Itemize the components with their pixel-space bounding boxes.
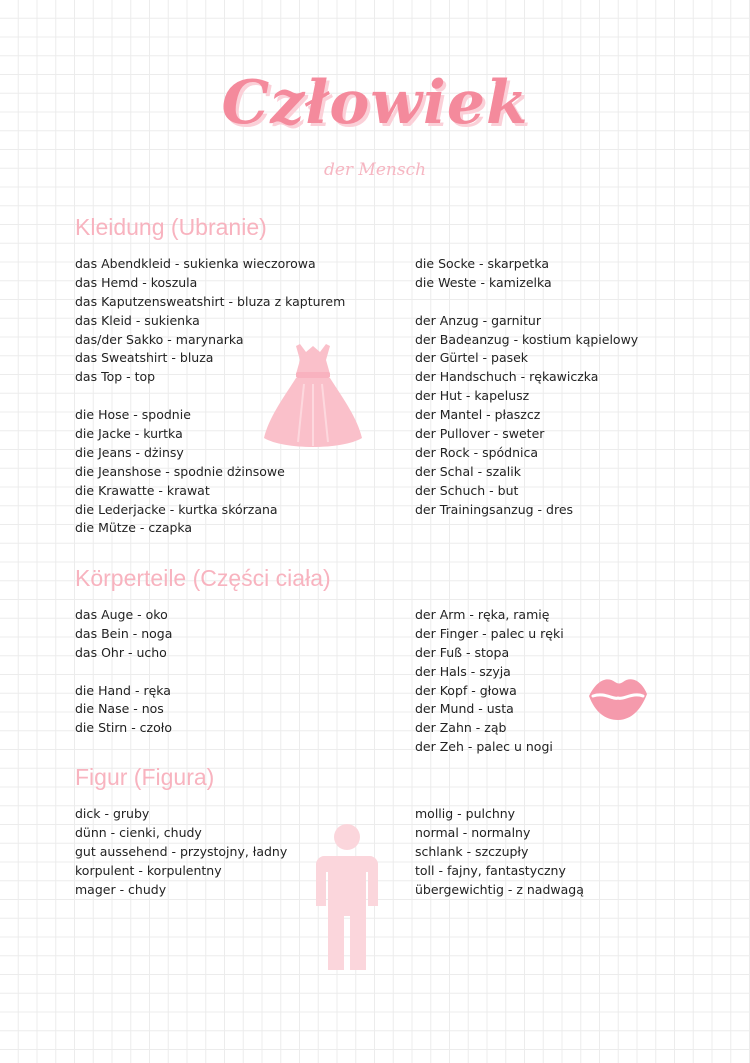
vocab-item: dick - gruby xyxy=(75,806,150,821)
vocab-item: das Kleid - sukienka xyxy=(75,312,200,328)
person-icon xyxy=(316,824,378,972)
vocab-item: der Zeh - palec u nogi xyxy=(415,739,553,755)
koerperteile-list-left xyxy=(75,606,172,738)
koerperteile-list-right xyxy=(415,606,564,757)
vocab-item: übergewichtig - z nadwagą xyxy=(415,881,584,897)
vocab-item: das Top - top xyxy=(75,369,156,385)
vocab-item: der Schuch - but xyxy=(415,482,519,498)
vocab-item: die Lederjacke - kurtka skórzana xyxy=(75,501,278,517)
vocab-item: das Hemd - koszula xyxy=(75,274,198,290)
section-title-koerperteile: Körperteile (Części ciała) xyxy=(75,565,331,591)
list-spacer xyxy=(415,293,638,312)
vocab-item: der Finger - palec u ręki xyxy=(415,625,564,641)
vocab-item: das Bein - noga xyxy=(75,625,173,641)
vocab-item: der Schal - szalik xyxy=(415,463,521,479)
page-subtitle: der Mensch xyxy=(323,160,427,180)
list-spacer xyxy=(75,663,172,682)
vocab-item: die Jeans - dżinsy xyxy=(75,444,184,460)
vocab-item: der Kopf - głowa xyxy=(415,682,517,698)
vocab-item: gut aussehend - przystojny, ładny xyxy=(75,843,288,859)
figur-list-right xyxy=(415,805,584,899)
vocab-item: das Sweatshirt - bluza xyxy=(75,350,214,366)
vocab-item: die Mütze - czapka xyxy=(75,520,193,536)
vocab-item: der Handschuch - rękawiczka xyxy=(415,369,599,385)
vocab-item: die Hose - spodnie xyxy=(75,407,191,423)
vocab-item: der Pullover - sweter xyxy=(415,426,545,442)
vocab-item: der Anzug - garnitur xyxy=(415,312,541,328)
vocab-item: der Badeanzug - kostium kąpielowy xyxy=(415,331,639,347)
kleidung-list-right xyxy=(415,255,638,519)
vocab-item: die Krawatte - krawat xyxy=(75,482,210,498)
vocab-item: die Jacke - kurtka xyxy=(75,426,183,442)
vocab-item: die Nase - nos xyxy=(75,701,164,717)
vocab-item: toll - fajny, fantastyczny xyxy=(415,862,566,878)
figur-list-left xyxy=(75,805,287,899)
vocab-item: der Trainingsanzug - dres xyxy=(415,501,574,517)
vocab-item: der Rock - spódnica xyxy=(415,444,539,460)
vocab-item: der Mund - usta xyxy=(415,701,514,717)
vocab-item: der Fuß - stopa xyxy=(415,644,510,660)
vocab-item: normal - normalny xyxy=(415,824,531,840)
vocab-item: mager - chudy xyxy=(75,881,167,897)
vocab-item: mollig - pulchny xyxy=(415,806,516,821)
list-spacer xyxy=(75,387,345,406)
vocab-item: der Mantel - płaszcz xyxy=(415,407,541,423)
section-title-figur: Figur (Figura) xyxy=(75,764,215,790)
vocab-item: die Hand - ręka xyxy=(75,682,171,698)
vocab-item: der Zahn - ząb xyxy=(415,720,507,736)
vocab-item: schlank - szczupły xyxy=(415,843,529,859)
vocab-item: die Socke - skarpetka xyxy=(415,256,550,271)
vocab-item: das Auge - oko xyxy=(75,607,168,622)
vocab-item: das Kaputzensweatshirt - bluza z kapturem xyxy=(75,293,346,309)
vocab-item: dünn - cienki, chudy xyxy=(75,824,202,840)
vocab-item: der Gürtel - pasek xyxy=(415,350,529,366)
section-title-kleidung: Kleidung (Ubranie) xyxy=(75,214,267,240)
vocab-item: die Jeanshose - spodnie dżinsowe xyxy=(75,463,285,479)
page-title: Człowiek xyxy=(221,68,529,138)
vocab-item: der Hals - szyja xyxy=(415,663,511,679)
vocab-item: korpulent - korpulentny xyxy=(75,862,222,878)
vocab-item: die Stirn - czoło xyxy=(75,720,172,736)
vocab-item: die Weste - kamizelka xyxy=(415,274,552,290)
vocab-item: das Ohr - ucho xyxy=(75,644,167,660)
vocab-item: das Abendkleid - sukienka wieczorowa xyxy=(75,256,316,271)
vocab-item: der Arm - ręka, ramię xyxy=(415,607,550,622)
lips-icon xyxy=(587,674,649,722)
kleidung-list-left xyxy=(75,255,345,538)
vocab-item: der Hut - kapelusz xyxy=(415,388,530,404)
vocab-item: das/der Sakko - marynarka xyxy=(75,331,244,347)
